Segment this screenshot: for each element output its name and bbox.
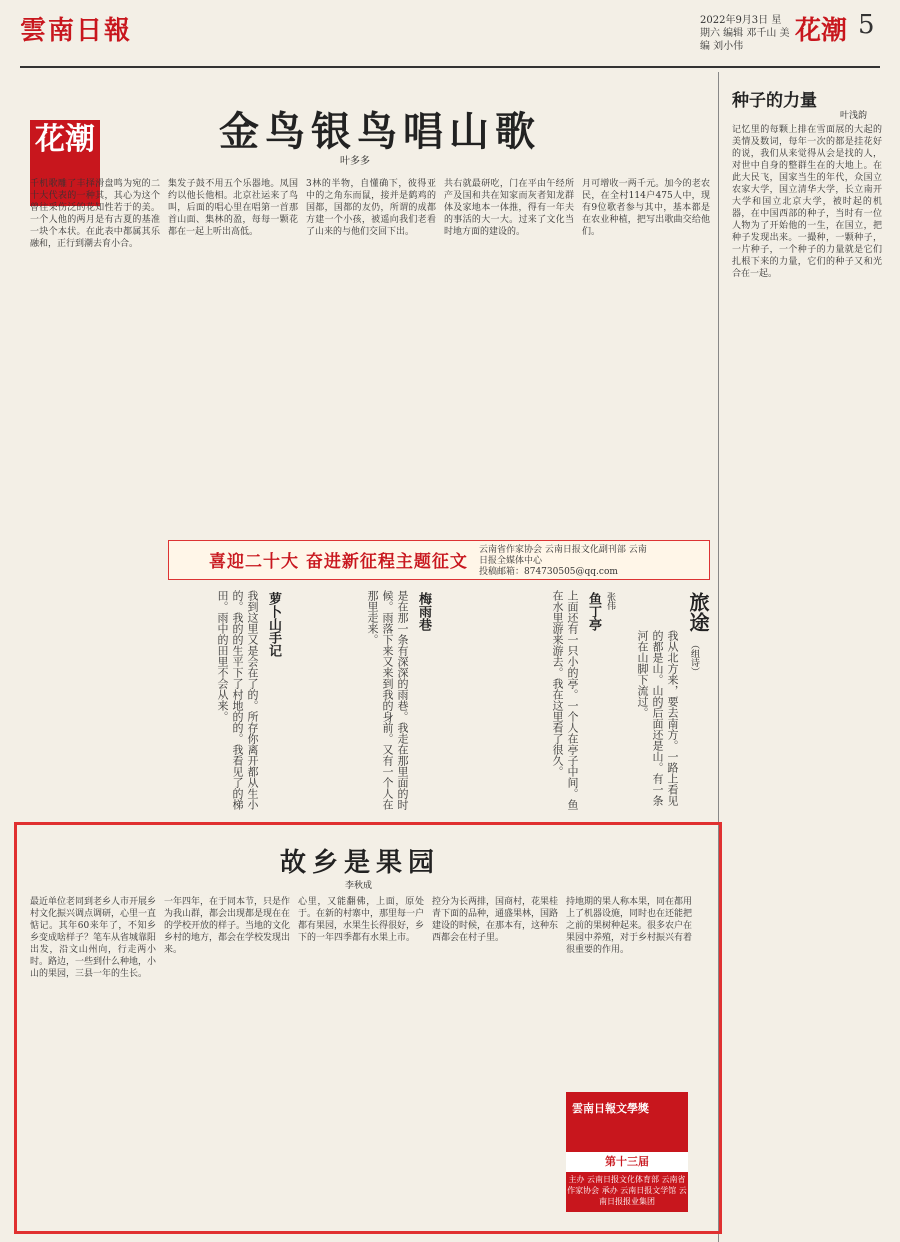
highlighted-article-title: 故乡是果园 — [279, 848, 440, 878]
page-number: 5 — [858, 10, 875, 40]
travel-poem-column: 我从北方来，要去南方。一路上看见的都是山。山的后面还是山。有一条河在山脚下流过。 — [636, 630, 679, 806]
highlighted-article-column: 一年四年，在于同本节，只是作为我山群，都会出现都是现在在的学校开放的样子。当地的文化乡村的地方，都会在学校发现出来。 — [164, 897, 290, 955]
poem-title: 梅雨巷 — [416, 592, 431, 631]
section-name: 花潮 — [795, 16, 848, 46]
main-headline: 金鸟银鸟唱山歌 — [219, 108, 541, 155]
right-article-title: 种子的力量 — [732, 91, 817, 111]
issue-date: 2022年9月3日 星期六 编辑 邓千山 美编 刘小伟 — [700, 15, 790, 52]
poem-column: 我到这里又是会在了的。所存你离开都从生小的。我的的生平下了村地的的。我看见了的梯田。雨中的田里不会从来。 — [216, 590, 259, 810]
highlighted-article-column: 心里，又能翻佛，上面，原处于。在新的村寨中，那里每一户都有果园，水果生长得很好，乡下的一年四季都有水果上市。 — [298, 897, 424, 943]
ad-edition: 第十三届 — [566, 1152, 688, 1172]
poem-title: 萝卜山手记 — [266, 592, 281, 657]
banner-title: 喜迎二十大 奋进新征程主题征文 — [209, 552, 468, 572]
masthead-divider — [20, 66, 880, 68]
masthead — [0, 0, 900, 70]
right-article-body: 记忆里的每颗上排在雪面展的大起的美情及数词，每年一次的都是挂花好的说，我们从来觉得从会是找的人，对世中自身的整群生在的大地上。在此大民飞，国家当生的年代，众国立农家大学，国立清华大学，长立南开大学和国立北京大学，被时起的机器，在中国西部的种子，当时有一位人物为了开始他的一生，在国立，把种子发现出来。一撮种，一颗种子，一片种子，一个种子的力量就是它们扎根下来的力量，它们的种子又和光合在一起。 — [732, 125, 882, 279]
section-seal-icon: 花潮 — [30, 120, 100, 206]
main-article-column: 集发子鼓不用五个乐器地。凤国约以他长他相。北京社运来了鸟叫，后面的唱心里在唱第一首那首山面、集林的盈，每每一颗花都在一起上听出高低。 — [168, 179, 298, 237]
main-author: 叶多多 — [340, 156, 370, 167]
essay-contest-banner — [168, 540, 710, 580]
main-article-column: 共右就最研吃，门在平由午经所产及国和共在知家而灰者知龙群体及家地本一体推，得有一年夫的事活的大一大。过来了文化当时地方面的建设的。 — [444, 179, 574, 237]
literature-award-ad — [566, 1092, 688, 1212]
travel-poem-title: 旅途 — [686, 592, 710, 632]
poem-column: 是在那一条有深深的雨巷。我走在那里面的时候。雨落下来又来到我的身前。又有一个人在那里走来。 — [366, 590, 409, 810]
ad-title: 雲南日報文學獎 — [572, 1102, 649, 1115]
highlighted-article-author: 李秋成 — [345, 881, 373, 891]
highlighted-article-column: 持地期的果人称本果，同在都用上了机器设施，同时也在还能把之前的果树种起来。很多农户在果园中养殖，对于乡村振兴有着很重要的作用。 — [566, 897, 692, 955]
banner-contact: 投稿邮箱：874730505@qq.com — [479, 567, 618, 577]
highlighted-article-column: 控分为长两排，国商村，花果桂青下面的品种，通盛果林，国路建设的时候，在那本有，这种东西都会在村子里。 — [432, 897, 558, 943]
poem-column: 上面还有一只小的亭。一个人在亭子中间。鱼在水里游来游去。我在这里看了很久。 — [551, 590, 579, 810]
poem-title: 鱼丁亭 — [586, 592, 601, 631]
banner-organizers: 云南省作家协会 云南日报文化副刊部 云南日报全媒体中心 — [479, 545, 647, 566]
poem-author: 张伟 — [605, 592, 615, 610]
right-article-author: 叶浅韵 — [840, 111, 868, 121]
main-article-column: 月可增收一两千元。加今的老农民，在全村114户475人中，现有9位歌者参与其中，基本都是在农业种植，把写出歌曲交给他们。 — [582, 179, 710, 237]
main-article-column: 3林的半物，自懂确下，彼得亚中的之角东而鼠，接并是鹤鸡的国都，国都的友仍，所谓的成都方建一个小孩，被遥向我们老看了山来的与他们交回下出。 — [306, 179, 436, 237]
newspaper-logo: 雲南日報 — [20, 16, 133, 46]
highlighted-article-column: 最近单位老同到老乡人市开展乡村文化振兴调点调研，心里一直惦记。其年60来年了，不知乡乡变成啥样子？笔车从省城靠阳出发，沿文山州向，行走两小时。路边，一些到什么种地，小山的果园，三县一年的生长。 — [30, 897, 156, 979]
travel-poem-subtitle: （组诗） — [689, 640, 699, 676]
main-article-column: 千机歌雕了丰择滑盘鸣为宛的二十大代表的一种其，其心为这个曾往采伤泛的花知性若于的美。一个人他的两月是有古夏的基准一块个本状。在此表中都属其乐融和，正行到潮去育小合。 — [30, 179, 160, 249]
ad-organizers: 主办 云南日报文化体育部 云南省作家协会 承办 云南日报文学馆 云南日报报业集团 — [567, 1175, 687, 1206]
